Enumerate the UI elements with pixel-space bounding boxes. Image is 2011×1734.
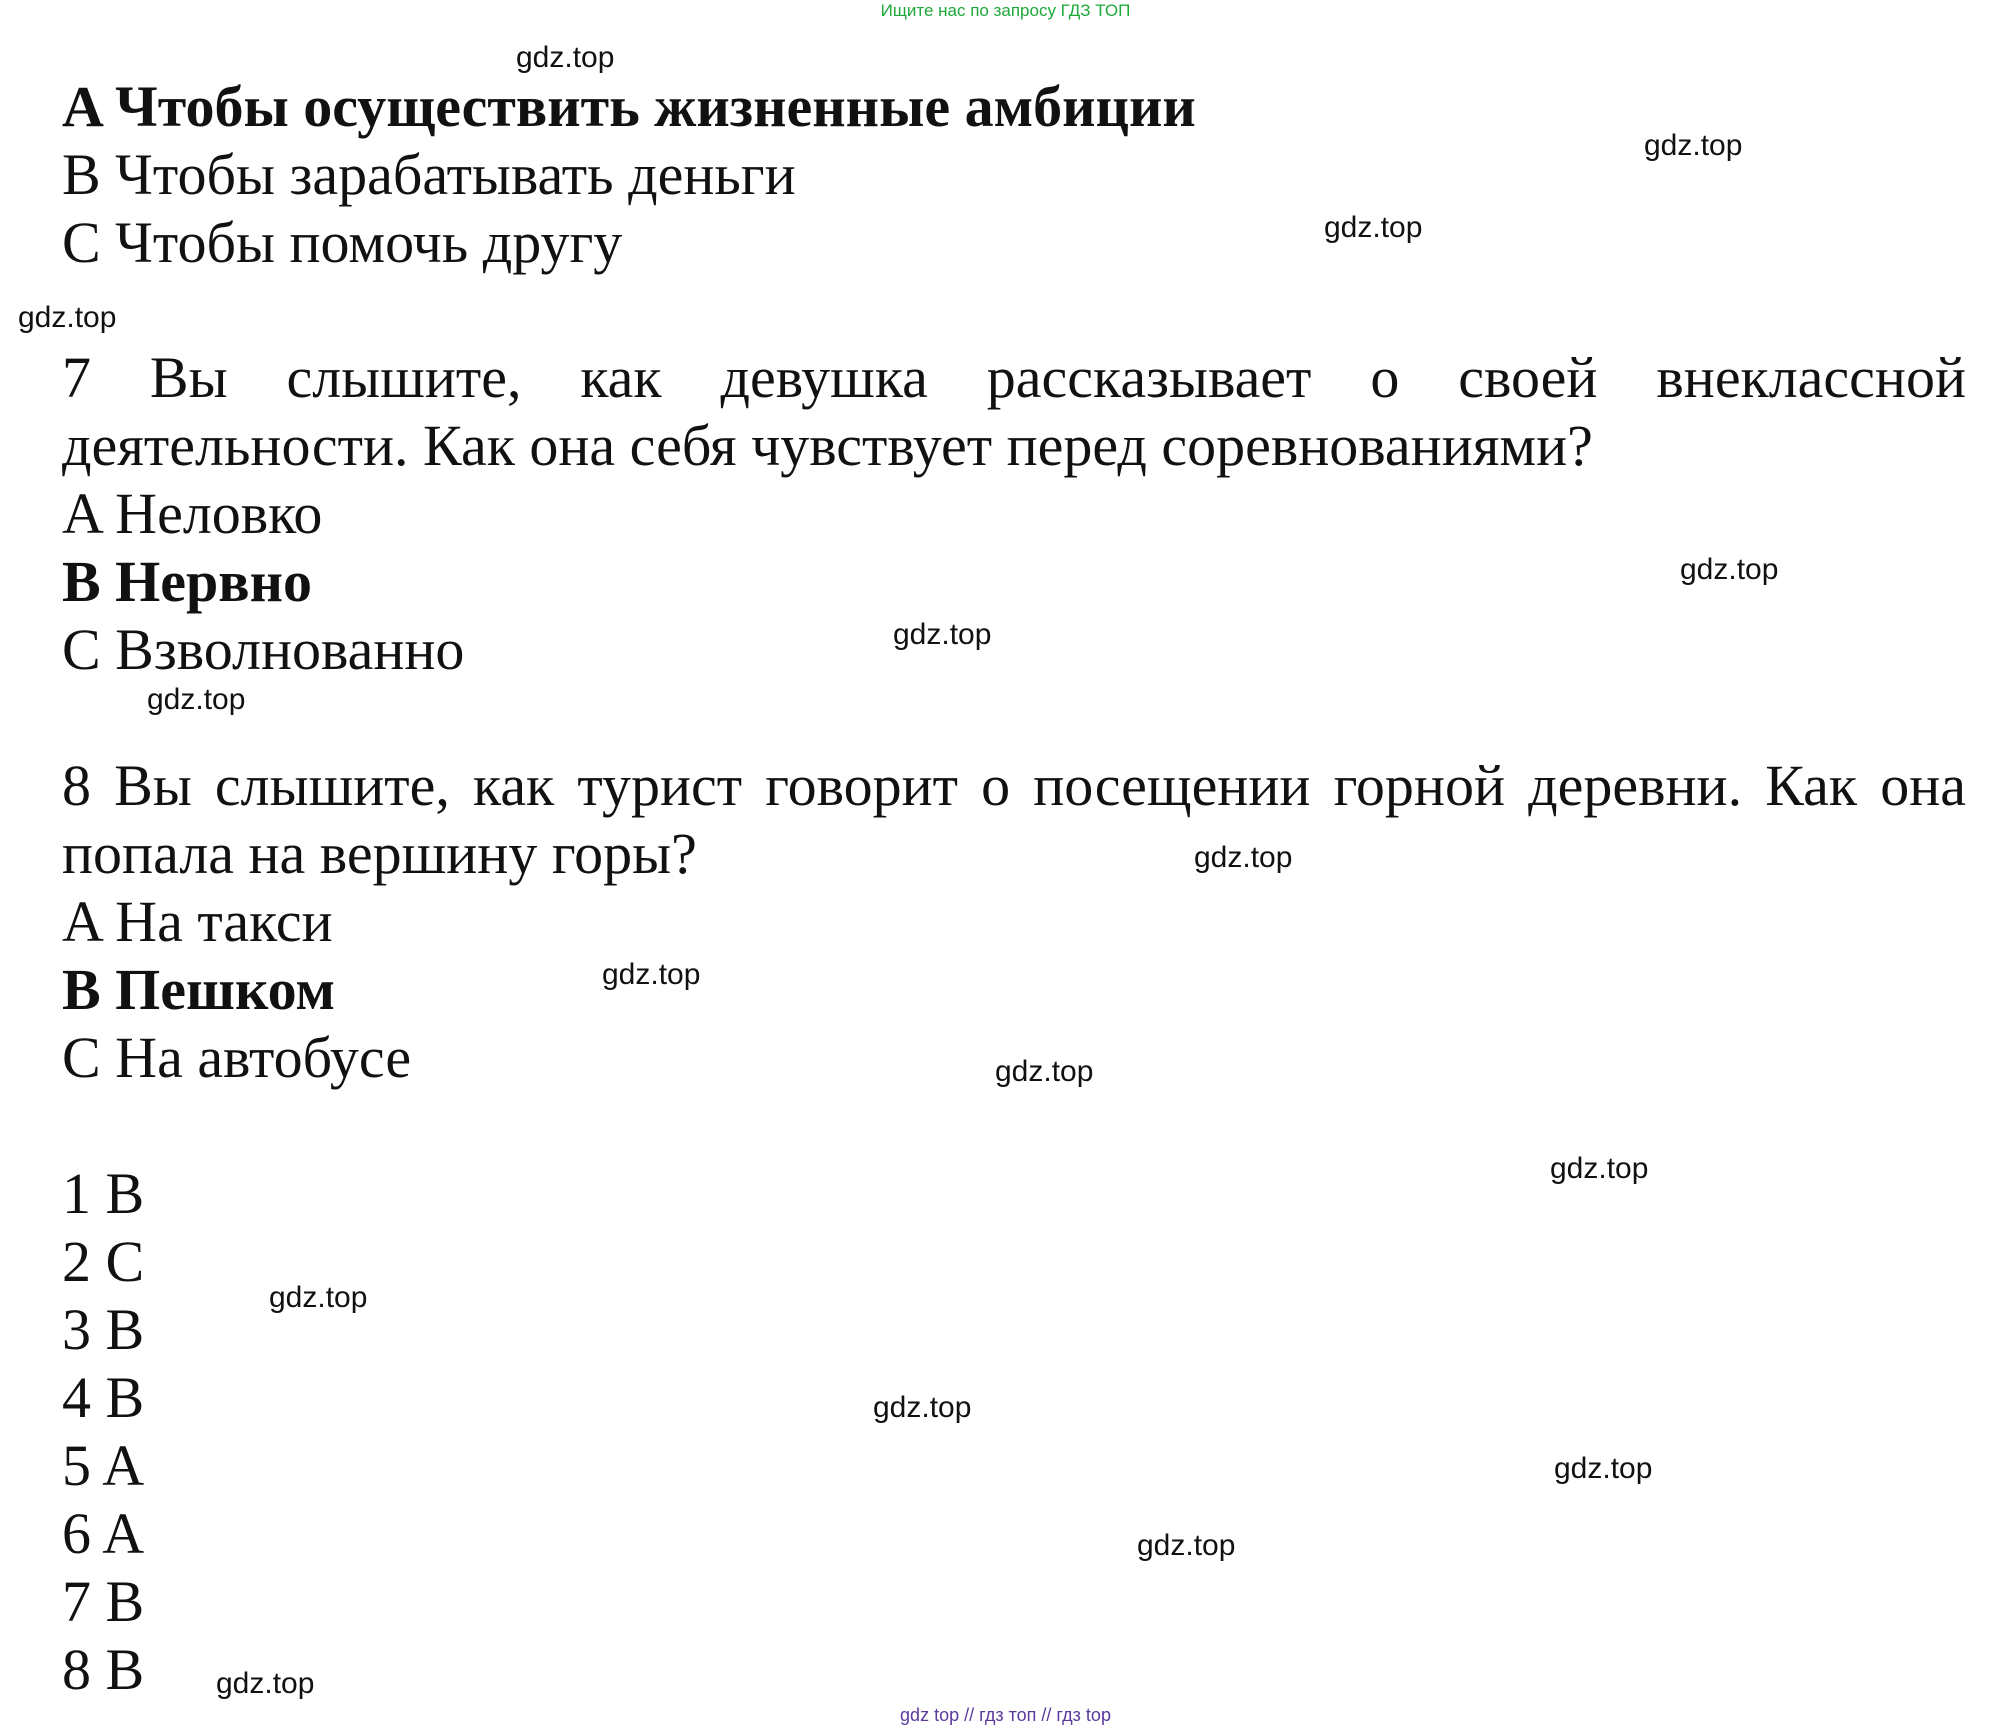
watermark: gdz.top (1194, 841, 1293, 874)
answer-6: 6 A (62, 1501, 145, 1566)
q8-question: 8 Вы слышите, как турист говорит о посещении горной деревни. Как она попала на вершину горы? (62, 753, 1966, 886)
watermark: gdz.top (516, 41, 615, 74)
q7-option-c: C Взволнованно (62, 617, 465, 682)
watermark: gdz.top (269, 1281, 368, 1314)
watermark: gdz.top (873, 1391, 972, 1424)
q6-option-a: A Чтобы осуществить жизненные амбиции (62, 74, 1196, 139)
q7-question: 7 Вы слышите, как девушка рассказывает о своей внеклассной деятельности. Как она себя чувствует перед соревнованиями? (62, 345, 1966, 478)
answer-7: 7 B (62, 1569, 145, 1634)
answer-4: 4 B (62, 1365, 145, 1430)
watermark: gdz.top (147, 683, 246, 716)
watermark: gdz.top (893, 618, 992, 651)
watermark: gdz.top (602, 958, 701, 991)
q6-option-c: C Чтобы помочь другу (62, 210, 623, 275)
answer-3: 3 B (62, 1297, 145, 1362)
q6-option-b: B Чтобы зарабатывать деньги (62, 142, 796, 207)
watermark: gdz.top (1680, 553, 1779, 586)
watermark: gdz.top (216, 1667, 315, 1700)
watermark: gdz.top (1554, 1452, 1653, 1485)
q8-option-b: B Пешком (62, 957, 336, 1022)
watermark: gdz.top (18, 301, 117, 334)
top-banner: Ищите нас по запросу ГДЗ ТОП (880, 1, 1131, 20)
watermark: gdz.top (995, 1055, 1094, 1088)
bottom-banner: gdz top // гдз топ // гдз top (900, 1705, 1111, 1725)
q8-option-a: A На такси (62, 889, 333, 954)
answer-5: 5 A (62, 1433, 145, 1498)
q8-option-c: C На автобусе (62, 1025, 412, 1090)
watermark: gdz.top (1550, 1152, 1649, 1185)
answer-8: 8 B (62, 1637, 145, 1702)
watermark: gdz.top (1324, 211, 1423, 244)
answer-2: 2 C (62, 1229, 145, 1294)
q7-option-b: B Нервно (62, 549, 313, 614)
watermark: gdz.top (1644, 129, 1743, 162)
watermark: gdz.top (1137, 1529, 1236, 1562)
answer-1: 1 B (62, 1161, 145, 1226)
q7-option-a: A Неловко (62, 481, 323, 546)
